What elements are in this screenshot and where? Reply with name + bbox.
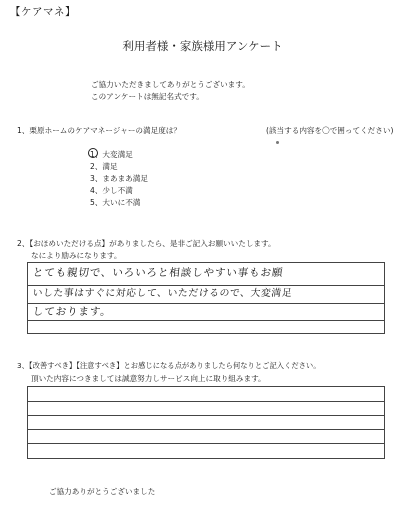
survey-title: 利用者様・家族様用アンケート [122,39,283,53]
question-1-hint: (該当する内容を〇で囲ってください) [266,126,394,135]
option-satisfied[interactable] [90,161,118,172]
question-1-text: 1、栗原ホームのケアマネージャーの満足度は？ [17,126,181,135]
category-tag: 【ケアマネ】 [10,6,76,18]
ruled-line [28,443,384,444]
ruled-line [28,429,384,430]
option-label: 4、少し不満 [90,186,133,195]
option-label: 2、満足 [90,162,118,171]
ruled-line [28,401,384,402]
ruled-line [28,415,384,416]
ruled-line [28,320,384,321]
stray-mark [276,141,279,144]
handwritten-answer-line-3: しております。 [32,306,113,318]
question-3-subtext: 頂いた内容につきましては誠意努力しサービス向上に取り組みます。 [31,374,266,383]
question-3-text: 3、【改善すべき】【注意すべき】とお感じになる点がありましたら何なりとご記入ください。 [17,361,321,370]
question-2-answer-box[interactable] [27,262,385,334]
handwritten-answer-line-2: いした事はすぐに対応して、いただけるので、大変満足 [32,288,293,299]
option-label: 3、まあまあ満足 [90,174,148,183]
selected-circle-mark [88,148,98,158]
option-slightly-dissatisfied[interactable] [90,185,133,196]
intro-line-1: ご協力いただきましてありがとうございます。 [91,80,250,89]
closing-thanks: ご協力ありがとうございました [49,487,156,496]
option-very-dissatisfied[interactable] [90,197,140,208]
intro-line-2: このアンケートは無記名式です。 [91,92,204,101]
option-label: 5、大いに不満 [90,198,141,207]
option-somewhat-satisfied[interactable] [90,173,148,184]
option-label: 1、大変満足 [90,150,133,159]
question-2-text: 2、【おほめいただける点】がありましたら、是非ご記入お願いいたします。 [17,239,276,248]
question-2-subtext: なにより励みになります。 [31,251,122,260]
handwritten-answer-line-1: とても親切で、いろいろと相談しやすい事もお願 [32,267,284,279]
question-3-answer-box[interactable] [27,386,385,459]
option-very-satisfied[interactable] [90,149,133,160]
